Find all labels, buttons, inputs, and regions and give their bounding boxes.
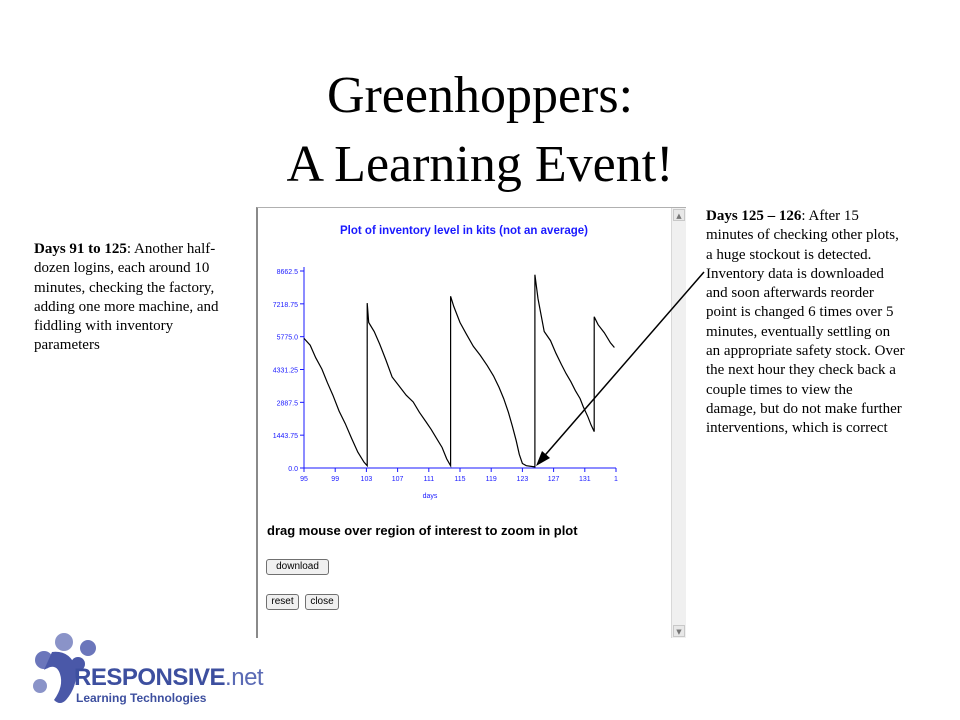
close-button[interactable]: close — [305, 594, 339, 610]
reset-button[interactable]: reset — [266, 594, 299, 610]
slide-title-line2: A Learning Event! — [286, 136, 674, 193]
x-tick-label: 107 — [391, 476, 404, 483]
y-tick-label: 0.0 — [288, 466, 298, 473]
y-tick-label: 4331.25 — [272, 367, 298, 375]
note-left-label: Days 91 to 125 — [34, 241, 127, 257]
inventory-plot[interactable] — [258, 208, 672, 508]
logo-tagline: Learning Technologies — [76, 691, 207, 705]
note-right-label: Days 125 – 126 — [706, 208, 802, 224]
plot-window — [256, 207, 686, 638]
logo-wordmark: RESPONSIVE.net — [74, 664, 264, 691]
y-tick-label: 5775.0 — [276, 334, 298, 342]
x-tick-label: 103 — [360, 476, 373, 483]
y-tick-label: 1443.75 — [272, 433, 298, 441]
note-days-91-125 — [34, 240, 234, 356]
y-tick-label: 2887.5 — [276, 400, 298, 408]
x-tick-label: 1 — [614, 476, 618, 483]
zoom-instruction: drag mouse over region of interest to zoom in plot — [267, 523, 578, 538]
vertical-scrollbar[interactable] — [671, 208, 686, 638]
scroll-down-arrow-icon[interactable]: ▼ — [673, 625, 685, 637]
x-tick-label: 119 — [485, 476, 497, 483]
download-button[interactable]: download — [266, 559, 329, 575]
y-tick-label: 8662.5 — [276, 269, 298, 276]
x-tick-label: 127 — [547, 476, 560, 483]
scroll-up-arrow-icon[interactable]: ▲ — [673, 209, 685, 221]
slide-title-line1: Greenhoppers: — [326, 67, 634, 124]
chart-title: Plot of inventory level in kits (not an average) — [340, 225, 588, 237]
x-tick-label: 115 — [454, 476, 466, 483]
note-days-125-126 — [706, 207, 906, 439]
note-left-text: : Another half-dozen logins, each around 10 minutes, checking the factory, adding one more machine, and fiddling with inventory parameters — [34, 241, 219, 354]
x-tick-label: 111 — [423, 476, 435, 483]
x-tick-label: 95 — [300, 476, 308, 483]
x-tick-label: 99 — [331, 476, 340, 483]
inventory-series-line — [304, 275, 614, 467]
x-tick-label: 131 — [578, 476, 591, 483]
note-right-text: : After 15 minutes of checking other plots, a huge stockout is detected. Inventory data is downloaded and soon afterwards reorder point is changed 6 times over 5 minutes, eventually settling on an appropriate safety stock. Over the next hour they check back a couple times to view the damage, but do not make further interventions, which is correct — [706, 208, 905, 437]
y-tick-label: 7218.75 — [272, 301, 298, 309]
x-axis-label: days — [422, 493, 438, 500]
x-tick-label: 123 — [516, 476, 529, 483]
